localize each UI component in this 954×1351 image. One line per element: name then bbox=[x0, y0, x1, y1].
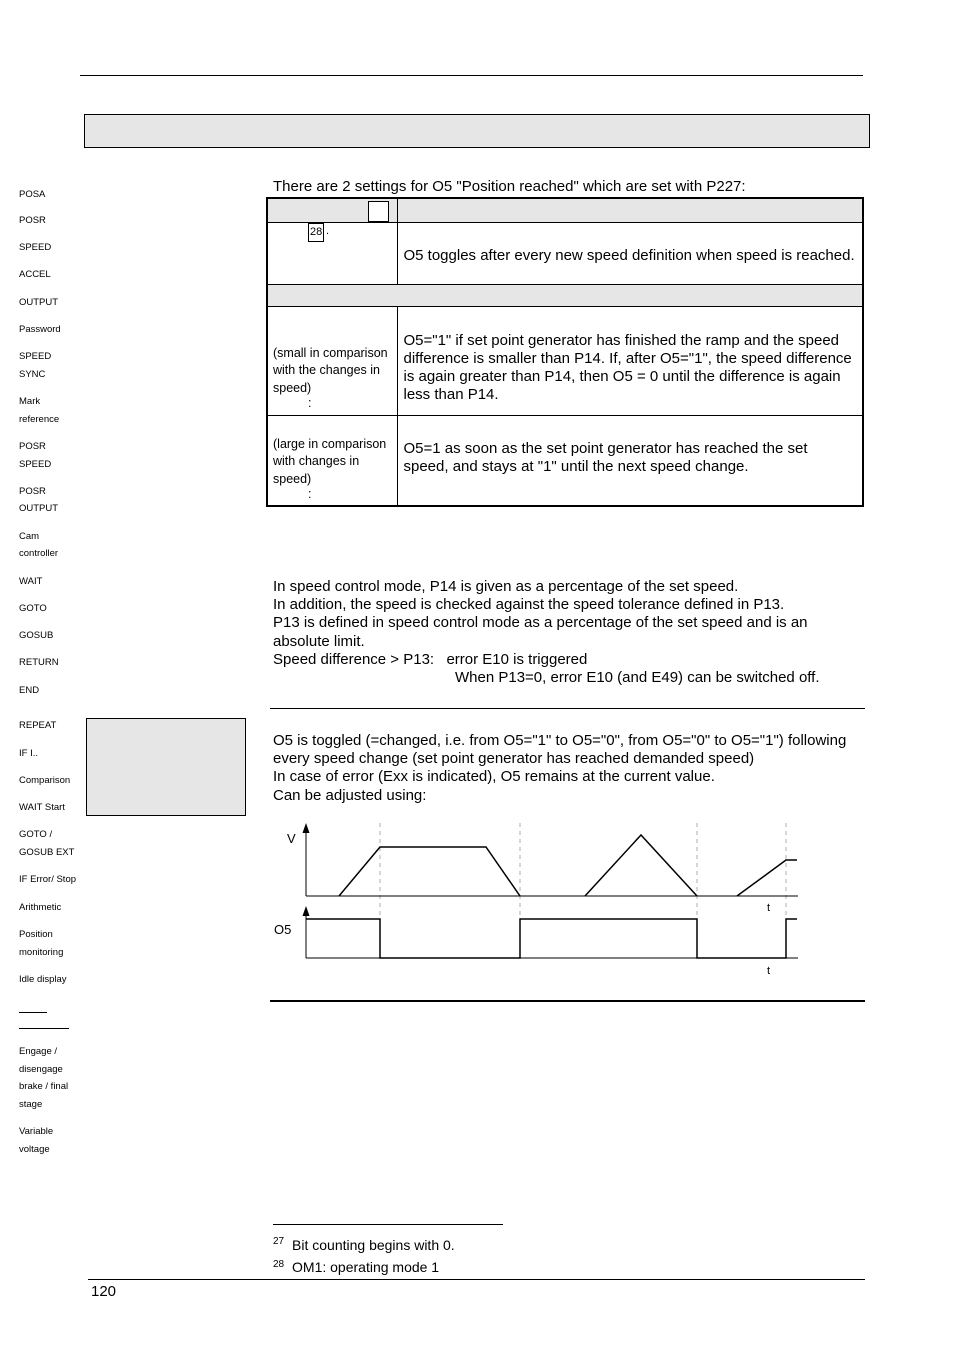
table-row-3 bbox=[267, 306, 863, 415]
timing-diagram bbox=[265, 818, 810, 983]
footnote-ref-28-number: 28 bbox=[310, 225, 323, 238]
sidebar-item-engage-3[interactable]: brake / final bbox=[19, 1081, 69, 1092]
table-row-3-left-text: (small in comparison with the changes in speed) bbox=[273, 345, 388, 395]
footnote-28-text: OM1: operating mode 1 bbox=[292, 1259, 440, 1276]
table-header-row bbox=[267, 198, 863, 222]
speed-control-paragraph bbox=[273, 578, 863, 687]
sidebar-item-password[interactable]: Password bbox=[19, 324, 61, 335]
header-box bbox=[84, 114, 870, 148]
para1-line3: P13 is defined in speed control mode as a percentage of the set speed and is an absolute limit. bbox=[273, 614, 808, 650]
sidebar-item-posr-speed-2[interactable]: SPEED bbox=[19, 459, 52, 470]
sidebar-item-goto-gosub-ext-2[interactable]: GOSUB EXT bbox=[19, 847, 75, 858]
top-rule bbox=[80, 75, 863, 76]
table-subheader-row bbox=[267, 284, 863, 306]
v-triangle-profile bbox=[585, 835, 697, 896]
table-header-cell-right bbox=[397, 198, 863, 222]
sidebar-item-cam-controller-2[interactable]: controller bbox=[19, 548, 59, 559]
sidebar-item-idle-display[interactable]: Idle display bbox=[19, 974, 67, 985]
para2-line3: Can be adjusted using: bbox=[273, 786, 427, 804]
table-row-1-right: O5 toggles after every new speed definition when speed is reached. bbox=[397, 222, 863, 284]
para1-line4-value: error E10 is triggered bbox=[446, 650, 588, 668]
table-row-1 bbox=[267, 222, 863, 284]
intro-text: There are 2 settings for O5 "Position reached" which are set with P227: bbox=[273, 178, 746, 195]
sidebar-divider-short bbox=[19, 1012, 47, 1013]
table-row-4-left-text: (large in comparison with changes in speed) bbox=[273, 436, 387, 486]
lower-rule bbox=[270, 1000, 865, 1002]
footnote-27-number: 27 bbox=[273, 1236, 285, 1247]
para1-line4 bbox=[273, 651, 863, 669]
para2-line1: O5 is toggled (=changed, i.e. from O5="1" to O5="0", from O5="0" to O5="1") following every speed change (set point generator has reached demanded speed) bbox=[273, 732, 847, 768]
sidebar-item-goto[interactable]: GOTO bbox=[19, 603, 47, 614]
sidebar-item-wait-start[interactable]: WAIT Start bbox=[19, 802, 65, 813]
sidebar-item-posr-output-1[interactable]: POSR bbox=[19, 486, 46, 497]
o5-label: O5 bbox=[274, 922, 292, 937]
sidebar-divider-long bbox=[19, 1028, 69, 1029]
footnote-ref-28[interactable] bbox=[308, 223, 324, 242]
sidebar-item-mark-reference-2[interactable]: reference bbox=[19, 414, 60, 425]
guide-lines bbox=[380, 823, 786, 958]
page-number: 120 bbox=[91, 1283, 117, 1300]
sidebar-item-position-monitoring-1[interactable]: Position bbox=[19, 929, 53, 940]
sidebar-item-posr-output-2[interactable]: OUTPUT bbox=[19, 503, 59, 514]
para1-line1: In speed control mode, P14 is given as a percentage of the set speed. bbox=[273, 578, 739, 595]
para1-line4-label: Speed difference > P13: bbox=[273, 650, 435, 668]
table-row-4-left bbox=[267, 415, 397, 506]
sidebar-highlight-box bbox=[86, 718, 246, 816]
para1-line5: When P13=0, error E10 (and E49) can be switched off. bbox=[455, 669, 820, 687]
checkbox-box bbox=[368, 201, 389, 222]
sidebar-item-speed[interactable]: SPEED bbox=[19, 242, 52, 253]
t-label-top: t bbox=[767, 902, 771, 914]
sidebar-item-if-i[interactable]: IF I.. bbox=[19, 748, 38, 759]
table-row-1-left bbox=[267, 222, 397, 284]
sidebar-item-end[interactable]: END bbox=[19, 685, 40, 696]
sidebar-item-output[interactable]: OUTPUT bbox=[19, 297, 59, 308]
sidebar-item-if-error-stop[interactable]: IF Error/ Stop bbox=[19, 874, 77, 885]
sidebar-item-position-monitoring-2[interactable]: monitoring bbox=[19, 947, 64, 958]
footnote-separator bbox=[273, 1224, 503, 1225]
sidebar-item-repeat[interactable]: REPEAT bbox=[19, 720, 57, 731]
table-row-3-right: O5="1" if set point generator has finished the ramp and the speed difference is smaller than P14. If, after O5="1", the speed difference is again greater than P14, then O5 = 0 until the difference is again less than P14. bbox=[397, 306, 863, 415]
para1-line2: In addition, the speed is checked against the speed tolerance defined in P13. bbox=[273, 596, 785, 614]
sidebar-item-engage-4[interactable]: stage bbox=[19, 1099, 43, 1110]
sidebar-item-speed-sync-1[interactable]: SPEED bbox=[19, 351, 52, 362]
sidebar-item-variable-voltage-2[interactable]: voltage bbox=[19, 1144, 50, 1155]
sidebar-item-wait[interactable]: WAIT bbox=[19, 576, 43, 587]
sidebar-item-posr-speed-1[interactable]: POSR bbox=[19, 441, 46, 452]
bottom-rule bbox=[88, 1279, 865, 1280]
mid-rule bbox=[270, 708, 865, 709]
table-header-cell-left bbox=[267, 198, 397, 222]
sidebar-item-cam-controller-1[interactable]: Cam bbox=[19, 531, 40, 542]
sidebar-item-variable-voltage-1[interactable]: Variable bbox=[19, 1126, 54, 1137]
footnote-27 bbox=[273, 1232, 455, 1255]
footnote-ref-28-dot: . bbox=[326, 224, 330, 237]
o5-signal bbox=[306, 919, 797, 958]
t-label-bottom: t bbox=[767, 965, 771, 977]
sidebar-item-comparison[interactable]: Comparison bbox=[19, 775, 71, 786]
o5-axis-arrow bbox=[303, 906, 310, 916]
v-ramp-profile bbox=[737, 860, 797, 896]
footnote-27-text: Bit counting begins with 0. bbox=[292, 1236, 455, 1253]
sidebar-item-speed-sync-2[interactable]: SYNC bbox=[19, 369, 46, 380]
v-trapezoid-profile bbox=[339, 847, 520, 896]
sidebar-item-engage-1[interactable]: Engage / bbox=[19, 1046, 58, 1057]
v-label: V bbox=[287, 831, 296, 846]
v-axis-arrow bbox=[303, 823, 310, 833]
table-row-4 bbox=[267, 415, 863, 506]
sidebar-item-gosub[interactable]: GOSUB bbox=[19, 630, 54, 641]
sidebar-item-posa[interactable]: POSA bbox=[19, 189, 46, 200]
sidebar-item-engage-2[interactable]: disengage bbox=[19, 1064, 63, 1075]
table-subheader-cell bbox=[267, 284, 863, 306]
toggle-paragraph bbox=[273, 732, 863, 805]
footnote-28-number: 28 bbox=[273, 1258, 285, 1270]
settings-table bbox=[266, 197, 864, 507]
table-row-3-colon: : bbox=[308, 396, 312, 410]
table-row-4-right: O5=1 as soon as the set point generator has reached the set speed, and stays at "1" until the next speed change. bbox=[397, 415, 863, 506]
sidebar-item-posr[interactable]: POSR bbox=[19, 215, 46, 226]
sidebar-item-arithmetic[interactable]: Arithmetic bbox=[19, 902, 62, 913]
sidebar-item-mark-reference-1[interactable]: Mark bbox=[19, 396, 41, 407]
para2-line2: In case of error (Exx is indicated), O5 remains at the current value. bbox=[273, 768, 715, 786]
footnote-28 bbox=[273, 1255, 455, 1278]
sidebar-item-return[interactable]: RETURN bbox=[19, 657, 59, 668]
sidebar-item-accel[interactable]: ACCEL bbox=[19, 269, 51, 280]
sidebar-item-goto-gosub-ext-1[interactable]: GOTO / bbox=[19, 829, 53, 840]
table-row-3-left bbox=[267, 306, 397, 415]
footnotes bbox=[273, 1232, 455, 1277]
table-row-4-colon: : bbox=[308, 487, 312, 501]
